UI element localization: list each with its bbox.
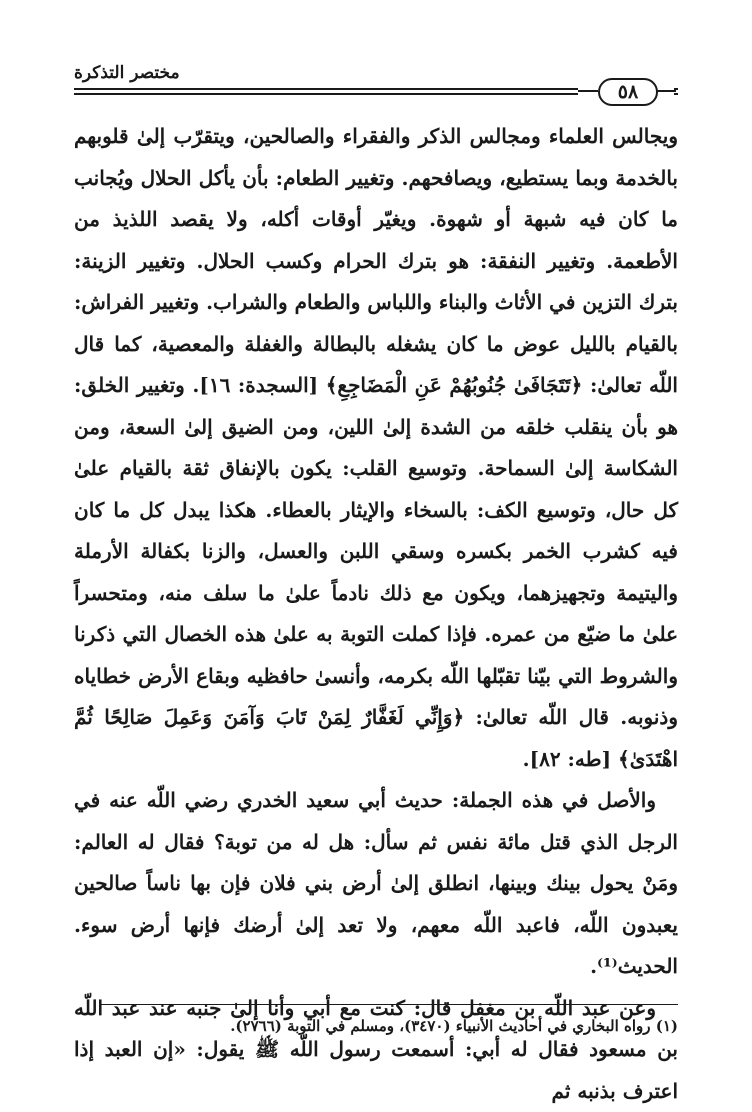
paragraph-1: ويجالس العلماء ومجالس الذكر والفقراء والصالحين، ويتقرّب إلىٰ قلوبهم بالخدمة وبما يستطيع، ويصافحهم. وتغيير الطعام: بأن يأكل الحلال ويُجانب ما كان فيه شبهة أو شهوة. ويغيّر أوقات أكله، ولا يقصد اللذيذ من الأطعمة. وتغيير النفقة: هو بترك الحرام وكسب الحلال. وتغيير الزينة: بترك التزين في الأثاث والبناء واللباس والطعام والشراب. وتغيير الفراش: بالقيام بالليل عوض ما كان يشغله بالبطالة والغفلة والمعصية، كما قال اللّه تعالىٰ: ﴿تَتَجَافَىٰ جُنُوبُهُمْ عَنِ الْمَضَاجِعِ﴾ [السجدة: ١٦]. وتغيير الخلق: هو بأن ينقلب خلقه من الشدة إلىٰ اللين، ومن الضيق إلىٰ السعة، ومن الشكاسة إلىٰ السماحة. وتوسيع القلب: يكون بالإنفاق ثقة بالقيام علىٰ كل حال، وتوسيع الكف: بالسخاء والإيثار بالعطاء. هكذا يبدل كل ما كان فيه كشرب الخمر بكسره وسقي اللبن والعسل، والزنا بكفالة الأرملة واليتيمة وتجهيزهما، ويكون مع ذلك نادماً علىٰ ما سلف منه، ومتحسراً علىٰ ما ضيّع من عمره. فإذا كملت التوبة به علىٰ هذه الخصال التي ذكرنا والشروط التي بيّنا تقبّلها اللّه بكرمه، وأنسىٰ حافظيه وبقاع الأرض خطاياه وذنوبه. قال اللّه تعالىٰ: ﴿وَإِنِّي لَغَفَّارٌ لِمَنْ تَابَ وَآمَنَ وَعَمِلَ صَالِحًا ثُمَّ اهْتَدَىٰ﴾ [طه: ٨٢]. <box>74 116 678 780</box>
footnote: (١) رواه البخاري في أحاديث الأنبياء (٣٤٧٠)، ومسلم في التوبة (٢٧٦٦). <box>74 1014 678 1038</box>
page-header <box>74 60 678 108</box>
paragraph-2: والأصل في هذه الجملة: حديث أبي سعيد الخدري رضي اللّه عنه في الرجل الذي قتل مائة نفس ثم سأل: هل له من توبة؟ فقال له العالم: ومَنْ يحول بينك وبينها، انطلق إلىٰ أرض بني فلان فإن بها ناساً صالحين يعبدون اللّه، فاعبد اللّه معهم، ولا تعد إلىٰ أرضك فإنها أرض سوء. الحديث⁽¹⁾. <box>74 780 678 988</box>
paragraph-3: وعن عبد اللّه بن مغفل قال: كنت مع أبي وأنا إلىٰ جنبه عند عبد اللّه بن مسعود فقال له أبي: أسمعت رسول اللّه ﷺ يقول: «إن العبد إذا اعترف بذنبه ثم <box>74 988 678 1112</box>
page-number-ornament <box>578 78 674 104</box>
ornament-left-line <box>578 90 598 92</box>
running-title: مختصر التذكرة <box>74 62 274 84</box>
page-number: ٥٨ <box>598 78 658 106</box>
ornament-right-line <box>656 90 676 92</box>
footnote-separator <box>100 1004 678 1005</box>
main-text <box>74 116 678 1112</box>
